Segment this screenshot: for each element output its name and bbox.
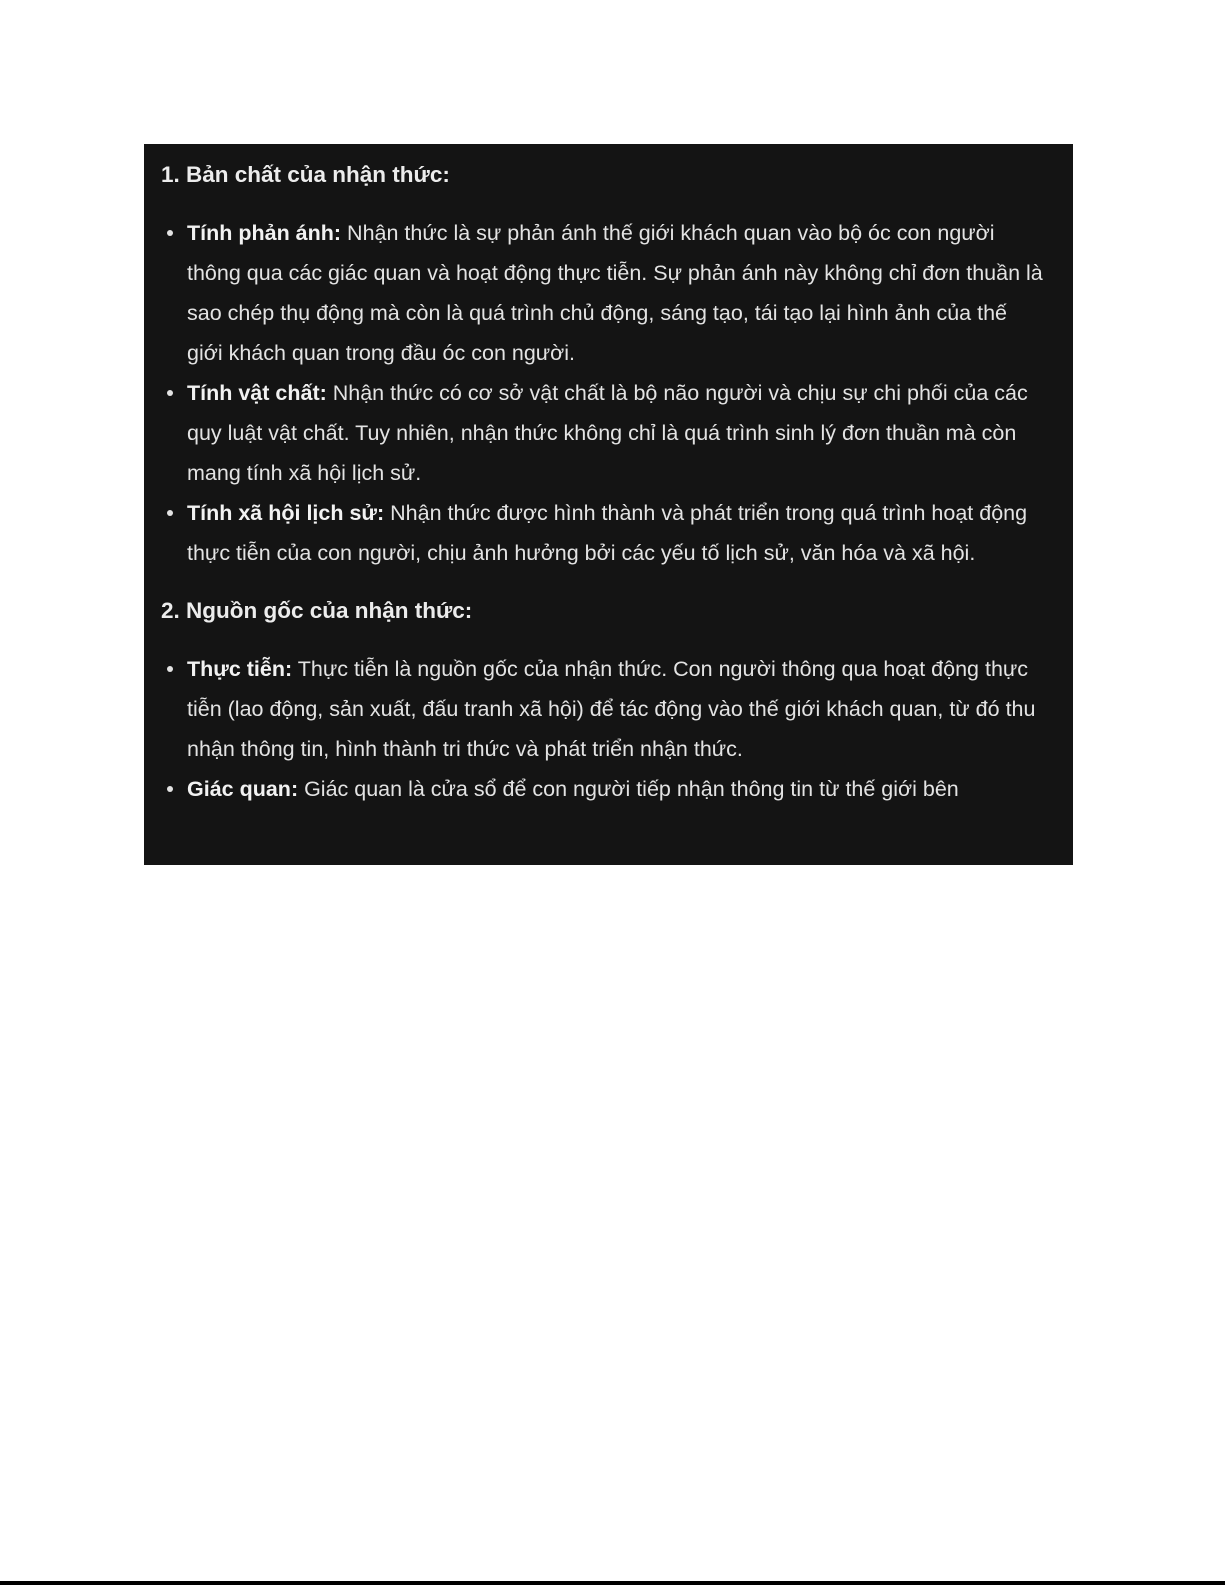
list-item: [161, 649, 1043, 769]
list-item: [161, 493, 1043, 573]
term-label: Tính phản ánh:: [187, 221, 342, 245]
term-label: Giác quan:: [187, 777, 299, 801]
item-text: Thực tiễn là nguồn gốc của nhận thức. Con người thông qua hoạt động thực tiễn (lao động, sản xuất, đấu tranh xã hội) để tác động vào thế giới khách quan, từ đó thu nhận thông tin, hình thành tri thức và phát triển nhận thức.: [187, 657, 1036, 761]
bullet-list-nguon-goc: [161, 649, 1043, 809]
section-title-nguon-goc: 2. Nguồn gốc của nhận thức:: [161, 598, 473, 623]
item-text: Nhận thức được hình thành và phát triển trong quá trình hoạt động thực tiễn của con người, chịu ảnh hưởng bởi các yếu tố lịch sử, văn hóa và xã hội.: [187, 501, 1028, 565]
list-item: [161, 213, 1043, 373]
bullet-list-ban-chat: [161, 213, 1043, 573]
item-text: Giác quan là cửa sổ để con người tiếp nhận thông tin từ thế giới bên: [298, 777, 959, 801]
term-label: Thực tiễn:: [187, 657, 293, 681]
item-text: Nhận thức có cơ sở vật chất là bộ não người và chịu sự chi phối của các quy luật vật chất. Tuy nhiên, nhận thức không chỉ là quá trình sinh lý đơn thuần mà còn mang tính xã hội lịch sử.: [187, 381, 1028, 485]
list-item: [161, 373, 1043, 493]
page-bottom-border: [0, 1581, 1225, 1585]
term-label: Tính xã hội lịch sử:: [187, 501, 385, 525]
term-label: Tính vật chất:: [187, 381, 327, 405]
item-text: Nhận thức là sự phản ánh thế giới khách quan vào bộ óc con người thông qua các giác quan và hoạt động thực tiễn. Sự phản ánh này không chỉ đơn thuần là sao chép thụ động mà còn là quá trình chủ động, sáng tạo, tái tạo lại hình ảnh của thế giới khách quan trong đầu óc con người.: [187, 221, 1043, 365]
list-item: [161, 769, 1043, 809]
screenshot-panel: [144, 144, 1073, 865]
section-title-ban-chat: 1. Bản chất của nhận thức:: [161, 162, 450, 187]
